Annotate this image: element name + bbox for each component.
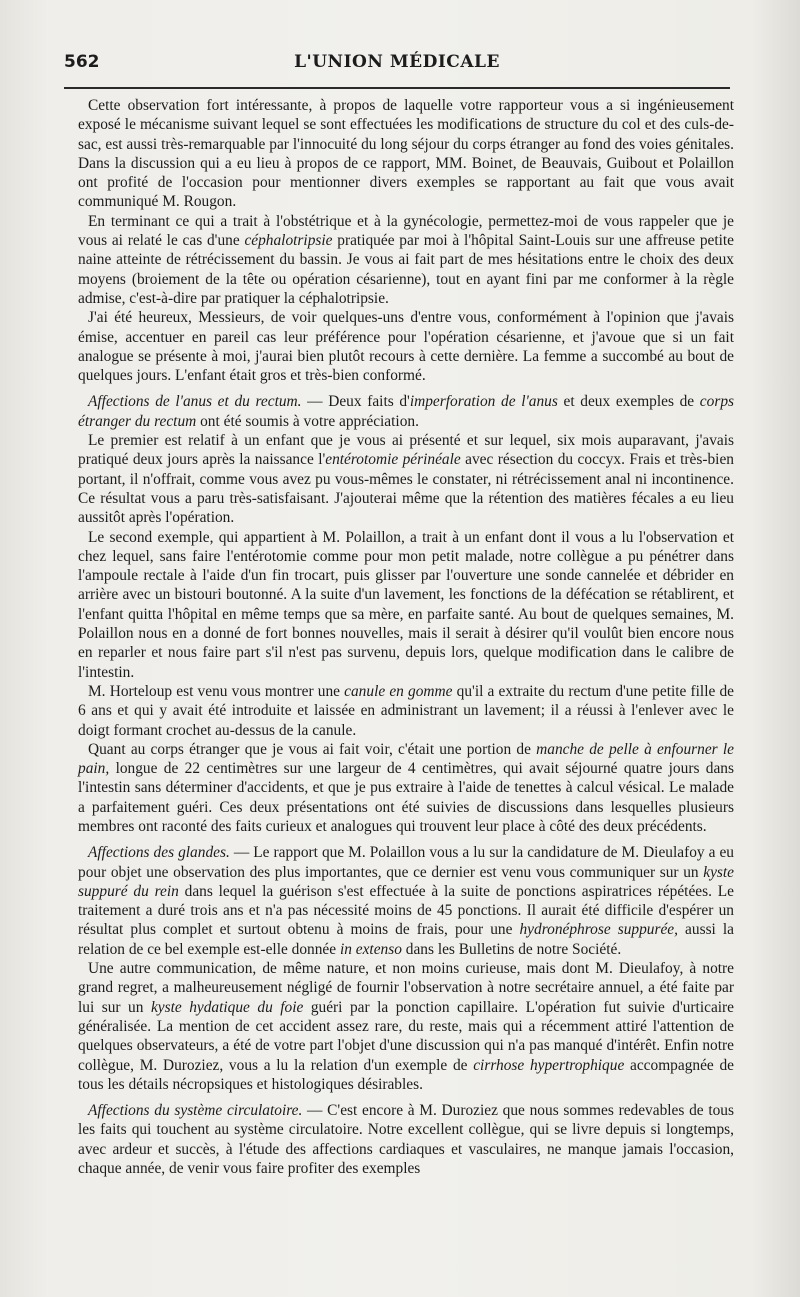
- section-paragraph: [78, 1101, 734, 1178]
- text-run: — Le rapport que M. Polaillon vous a lu sur la candidature de M. Dieulafoy a eu pour objet une observation des plus importantes, que ce dernier est venu vous communiquer sur un: [78, 844, 734, 881]
- page-header: [64, 52, 730, 80]
- paragraph: [78, 431, 734, 527]
- italic-text: imperforation de l'anus: [409, 393, 558, 411]
- italic-text: céphalotripsie: [244, 232, 333, 250]
- italic-text: kyste suppuré du rein: [78, 863, 734, 900]
- italic-text: Affections des glandes.: [88, 844, 230, 862]
- italic-text: Affections du système circulatoire.: [88, 1102, 303, 1120]
- paragraph: [78, 528, 734, 682]
- text-run: — Deux faits d': [301, 393, 410, 411]
- paragraph: [78, 682, 734, 740]
- paragraph: [78, 308, 734, 385]
- text-run: Le second exemple, qui appartient à M. Polaillon, a trait à un enfant dont il vous a lu l'observation et chez lequel, sans faire l'entérotomie comme pour mon petit malade, notre collègue a pu pénétrer dans l'ampoule rectale à l'aide d'un fin trocart, puis glisser par l'ouverture une sonde cannelée et débrider en arrière avec un bistouri boutonné. A la suite d'un lavement, les fonctions de la défécation se rétablirent, et l'enfant quitta l'hôpital en même temps que sa mère, en parfaite santé. Au bout de quelques semaines, M. Polaillon nous en a donné de fort bonnes nouvelles, mais il serait à désirer qu'il voulût bien encore nous en reparler et nous faire part s'il n'est pas survenu, depuis lors, quelque modification dans le calibre de l'intestin.: [78, 528, 734, 681]
- page-number: 562: [64, 52, 100, 72]
- text-run: Cette observation fort intéressante, à propos de laquelle votre rapporteur vous a si ingénieusement exposé le mécanisme suivant lequel se sont effectuées les modifications de structure du col et des culs-de-sac, est aussi très-remarquable par l'innocuité du long séjour du corps étranger au fond des voies génitales. Dans la discussion qui a eu lieu à propos de ce rapport, MM. Boinet, de Beauvais, Guibout et Polaillon ont profité de l'occasion pour mentionner divers exemples se rapportant au fait que vous avait communiqué M. Rougon.: [78, 97, 734, 211]
- paragraph: [78, 959, 734, 1094]
- paragraph: [78, 740, 734, 836]
- paragraph: [78, 212, 734, 308]
- header-rule: [64, 87, 730, 89]
- text-run: — C'est encore à M. Duroziez que nous sommes redevables de tous les faits qui touchent au système circulatoire. Notre excellent collègue, qui se livre depuis si longtemps, avec ardeur et succès, à l'étude des affections cardiaques et vasculaires, ne manque jamais l'occasion, chaque année, de venir vous faire profiter des exemples: [78, 1102, 734, 1178]
- text-run: Quant au corps étranger que je vous ai fait voir, c'était une portion de: [88, 740, 537, 758]
- text-run: accompagnée de tous les détails nécropsiques et histologiques désirables.: [78, 1056, 734, 1093]
- running-title: L'UNION MÉDICALE: [294, 52, 500, 72]
- text-run: guéri par la ponction capillaire. L'opération fut suivie d'urticaire généralisée. La mention de cet accident assez rare, du reste, mais qui a récemment attiré l'attention de quelques observateurs, a été de votre part l'objet d'une discussion qui n'a pas manqué d'intérêt. Enfin notre collègue, M. Duroziez, vous a lu la relation d'un exemple de: [78, 998, 735, 1074]
- italic-text: Affections de l'anus et du rectum.: [88, 393, 302, 411]
- text-run: Une autre communication, de même nature, et non moins curieuse, mais dont M. Dieulafoy, à notre grand regret, a malheureusement négligé de fournir l'observation à notre secrétaire annuel, a été faite par lui sur un: [78, 960, 734, 1016]
- text-run: En terminant ce qui a trait à l'obstétrique et à la gynécologie, permettez-moi de vous rappeler que je vous ai relaté le cas d'une: [78, 212, 734, 250]
- text-run: M. Horteloup est venu vous montrer une: [88, 682, 345, 700]
- text-run: ont été soumis à votre appréciation.: [196, 412, 419, 430]
- text-run: aussi la relation de ce bel exemple est-elle donnée: [78, 921, 734, 958]
- italic-text: canule en gomme: [344, 682, 453, 700]
- section-paragraph: [78, 392, 734, 431]
- text-run: qu'il a extraite du rectum d'une petite fille de 6 ans et qui y avait été introduite et laissée en administrant un lavement; il a réussi à l'enlever avec le doigt formant crochet au-dessus de la canule.: [78, 682, 735, 739]
- text-run: dans lequel la guérison s'est effectuée à la suite de ponctions aspiratrices répétées. Le traitement a duré trois ans et n'a pas nécessité moins de 45 ponctions. Il aurait été difficile d'espérer un résultat plus complet et surtout obtenu à moins de frais, pour une: [78, 882, 734, 939]
- italic-text: corps étranger du rectum: [78, 393, 734, 430]
- paragraph: [78, 96, 734, 212]
- article-body: [78, 96, 734, 1178]
- text-run: pratiquée par moi à l'hôpital Saint-Louis sur une affreuse petite naine atteinte de rétrécissement du bassin. Je vous ai fait part de mes hésitations entre le choix des deux moyens (broiement de la tête ou opération césarienne), tout en ayant fini par me conformer à la règle admise, c'est-à-dire par pratiquer la céphalotripsie.: [78, 232, 735, 307]
- italic-text: cirrhose hypertrophique: [473, 1056, 625, 1074]
- italic-text: in extenso: [339, 940, 402, 958]
- italic-text: manche de pelle à enfourner le pain,: [78, 740, 734, 778]
- text-run: dans les Bulletins de notre Société.: [401, 940, 622, 958]
- section-paragraph: [78, 843, 734, 959]
- text-run: Le premier est relatif à un enfant que je vous ai présenté et sur lequel, six mois auparavant, j'avais pratiqué deux jours après la naissance l': [78, 432, 734, 469]
- italic-text: hydronéphrose suppurée,: [519, 921, 678, 939]
- italic-text: kyste hydatique du foie: [150, 998, 304, 1016]
- italic-text: entérotomie périnéale: [325, 451, 461, 469]
- text-run: J'ai été heureux, Messieurs, de voir quelques-uns d'entre vous, conformément à l'opinion que j'avais émise, accentuer en pareil cas leur préférence pour l'opération césarienne, et j'avoue que si un fait analogue se présente à moi, j'aurai bien plutôt recours à cette dernière. La femme a succombé au bout de quelques jours. L'enfant était gros et très-bien conformé.: [78, 309, 734, 385]
- text-run: longue de 22 centimètres sur une largeur de 4 centimètres, qui avait séjourné quatre jours dans l'intestin sans déterminer d'accidents, et que je pus extraire à l'aide de tenettes à calcul vésical. Le malade a parfaitement guéri. Ces deux présentations ont été suivies de discussions dans lesquelles plusieurs membres ont raconté des faits curieux et analogues qui trouvent leur place à côté des deux précédents.: [78, 760, 734, 835]
- text-run: et deux exemples de: [557, 393, 700, 411]
- text-run: avec résection du coccyx. Frais et très-bien portant, il n'offrait, comme vous avez pu vous-mêmes le constater, ni rétrécissement anal ni incontinence. Ce résultat vous a paru très-satisfaisant. J'ajouterai même que la rétention des matières fécales a eu lieu aussitôt après l'opération.: [78, 451, 734, 527]
